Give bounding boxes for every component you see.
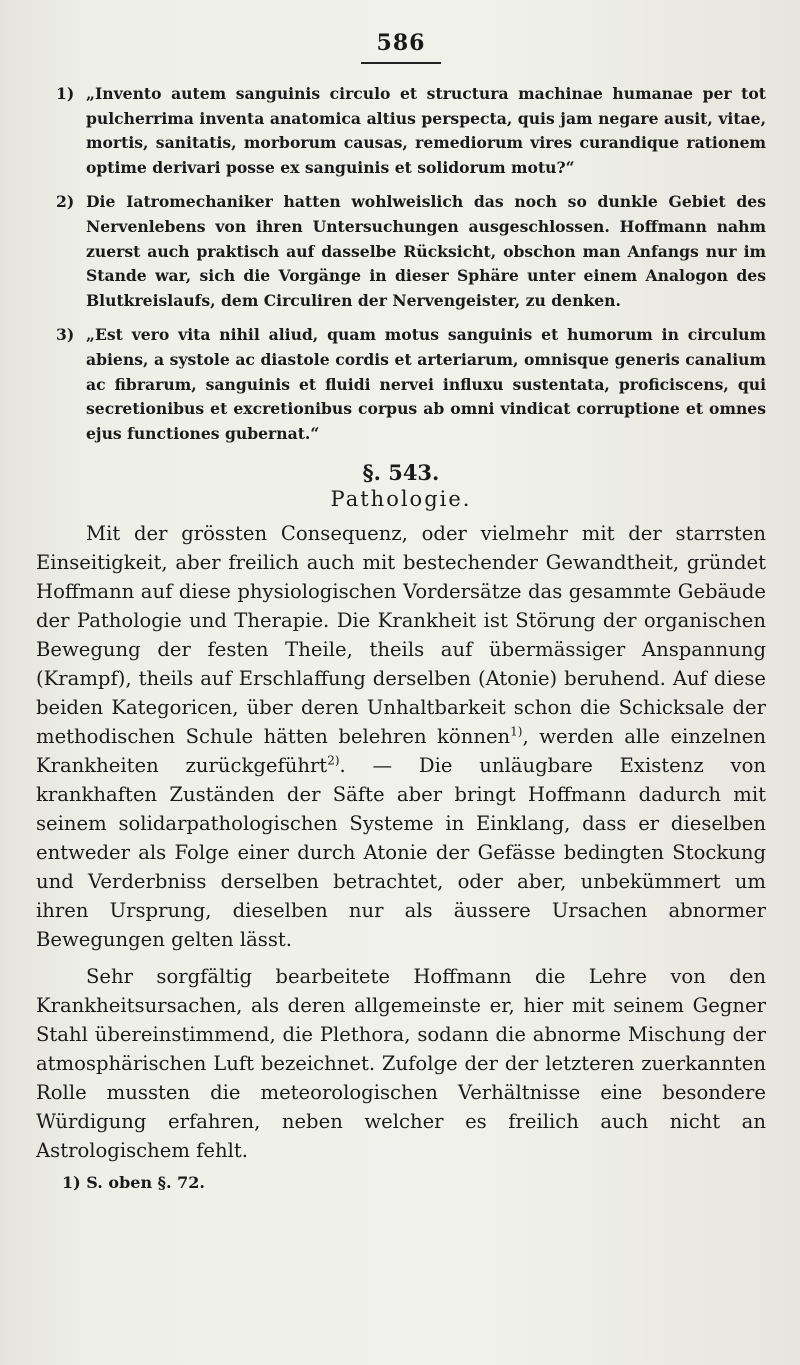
bottom-footnote: 1) S. oben §. 72. bbox=[62, 1173, 205, 1193]
header-rule bbox=[361, 62, 441, 64]
footnote-mark: 2) bbox=[56, 192, 75, 212]
section-number: §. 543. bbox=[362, 460, 440, 486]
footnote-1 bbox=[36, 82, 766, 180]
footnote-text: „Est vero vita nihil aliud, quam motus sanguinis et humorum in circulum abiens, a systole ac diastole cordis et arteriarum, omnisque generis canalium ac fibrarum, sanguinis et fluidi nervei influxu sustentata, proficiscens, qui secretionibus et excretionibus corpus ab omni vindicat corruptione et omnes ejus functiones gubernat.“ bbox=[86, 325, 766, 443]
footnote-mark: 3) bbox=[56, 325, 75, 345]
section-title: Pathologie. bbox=[330, 487, 472, 512]
footnote-ref-2: 2) bbox=[327, 753, 340, 768]
footnote-2 bbox=[36, 190, 766, 313]
footnote-text: Die Iatromechaniker hatten wohlweislich das noch so dunkle Gebiet des Nervenlebens von ihren Untersuchungen ausgeschlossen. Hoffmann nahm zuerst auch praktisch auf dasselbe Rücksicht, obschon man Anfangs nur im Stande war, sich die Vorgänge in dieser Sphäre unter einem Analogon des Blutkreislaufs, dem Circuliren der Nervengeister, zu denken. bbox=[86, 192, 766, 310]
body-text bbox=[36, 519, 766, 1165]
paragraph-1 bbox=[36, 519, 766, 954]
paragraph-2: Sehr sorgfältig bearbeitete Hoffmann die Lehre von den Krankheitsursachen, als deren allgemeinste er, hier mit seinem Gegner Stahl übereinstimmend, die Plethora, sodann die abnorme Mischung der atmosphärischen Luft bezeichnet. Zufolge der der letzteren zuerkannten Rolle mussten die meteorologischen Verhältnisse eine besondere Würdigung erfahren, neben welcher es freilich auch nicht an Astrologischem fehlt. bbox=[36, 965, 766, 1163]
footnote-3 bbox=[36, 323, 766, 446]
page-number: 586 bbox=[376, 30, 426, 56]
top-footnotes bbox=[36, 82, 766, 446]
footnote-mark: 1) bbox=[56, 84, 75, 103]
paragraph-1-part-3: . — Die unläugbare Existenz von krankhaften Zuständen der Säfte aber bringt Hoffmann dadurch mit seinem solidarpathologischen Systeme in Einklang, dass er dieselben entweder als Folge einer durch Atonie der Gefässe bedingten Stockung und Verderbniss derselben betrachtet, oder aber, unbekümmert um ihren Ursprung, dieselben nur als äussere Ursachen abnormer Bewegungen gelten lässt. bbox=[36, 754, 766, 952]
paragraph-1-part-1: Mit der grössten Consequenz, oder vielmehr mit der starrsten Einseitigkeit, aber freilich auch mit bestechender Gewandtheit, gründet Hoffmann auf diese physiologischen Vordersätze das gesammte Gebäude der Pathologie und Therapie. Die Krankheit ist Störung der organischen Bewegung der festen Theile, theils auf übermässiger Anspannung (Krampf), theils auf Erschlaffung derselben (Atonie) beruhend. Auf diese beiden Kategoricen, über deren Unhaltbarkeit schon die Schicksale der methodischen Schule hätten belehren können bbox=[36, 522, 766, 749]
footnote-ref-1: 1) bbox=[510, 724, 523, 739]
footnote-text: „Invento autem sanguinis circulo et structura machinae humanae per tot pulcherrima inventa anatomica altius perspecta, quis jam negare ausit, vitae, mortis, sanitatis, morborum causas, remediorum vires curandique rationem optime derivari posse ex sanguinis et solidorum motu?“ bbox=[86, 84, 766, 177]
paragraph-1-part-2: , werden alle einzelnen Krankheiten zurückgeführt bbox=[36, 725, 766, 778]
